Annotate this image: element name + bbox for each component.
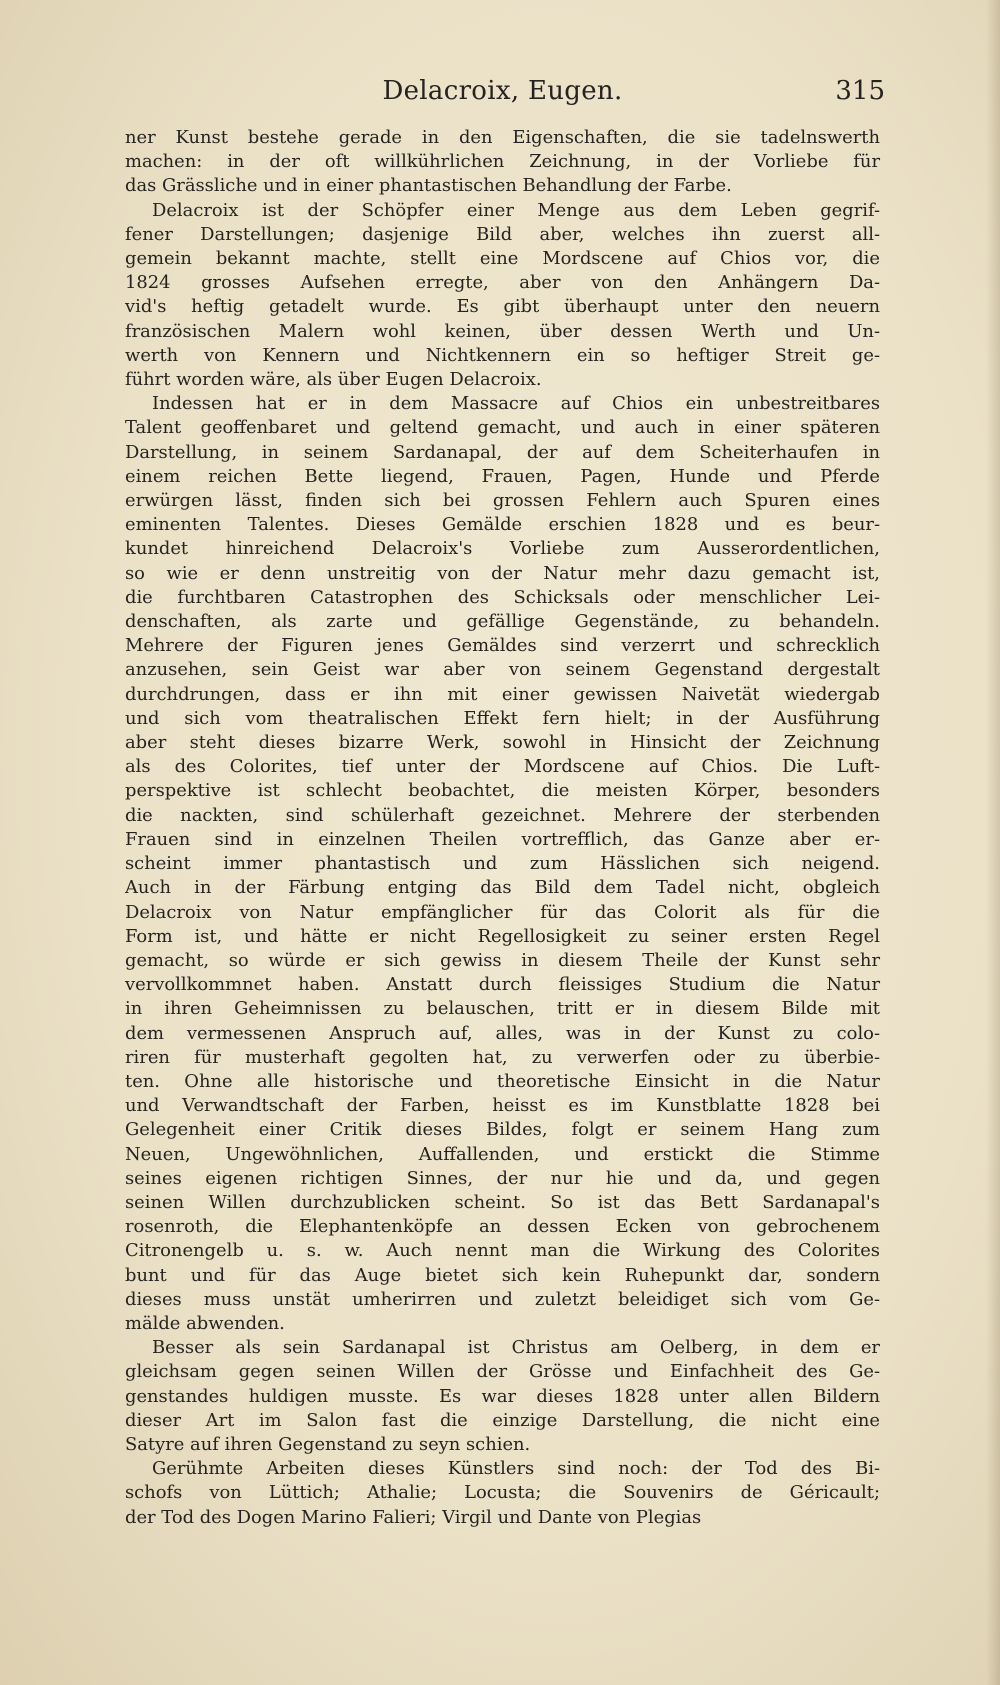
text-line: machen: in der oft willkührlichen Zeichnung, in der Vorliebe für (125, 151, 880, 173)
text-line: schofs von Lüttich; Athalie; Locusta; die Souvenirs de Géricault; (125, 1482, 880, 1504)
text-line: Frauen sind in einzelnen Theilen vortrefflich, das Ganze aber er- (125, 828, 880, 850)
page-edge-shadow (986, 0, 1000, 1685)
body-text (125, 126, 880, 1530)
text-line: Auch in der Färbung entging das Bild dem Tadel nicht, obgleich (125, 877, 880, 899)
text-line: denschaften, als zarte und gefällige Gegenstände, zu behandeln. (125, 611, 880, 633)
text-line: Neuen, Ungewöhnlichen, Auffallenden, und erstickt die Stimme (125, 1143, 880, 1165)
text-line: französischen Malern wohl keinen, über dessen Werth und Un- (125, 320, 880, 342)
text-line: als des Colorites, tief unter der Mordscene auf Chios. Die Luft- (125, 756, 880, 778)
text-line: einem reichen Bette liegend, Frauen, Pagen, Hunde und Pferde (125, 465, 880, 487)
text-line: aber steht dieses bizarre Werk, sowohl in Hinsicht der Zeichnung (125, 732, 880, 754)
running-title: Delacroix, Eugen. (382, 76, 623, 106)
text-line: in ihren Geheimnissen zu belauschen, tritt er in diesem Bilde mit (125, 998, 880, 1020)
text-line: Satyre auf ihren Gegenstand zu seyn schien. (125, 1433, 531, 1455)
text-line: dieses muss unstät umherirren und zuletzt beleidiget sich vom Ge- (125, 1288, 880, 1310)
text-line: Besser als sein Sardanapal ist Christus am Oelberg, in dem er (152, 1337, 880, 1359)
text-line: gleichsam gegen seinen Willen der Grösse und Einfachheit des Ge- (125, 1361, 880, 1383)
text-line: Form ist, und hätte er nicht Regellosigkeit zu seiner ersten Regel (125, 925, 880, 947)
text-line: Mehrere der Figuren jenes Gemäldes sind verzerrt und schrecklich (125, 635, 880, 657)
text-line: perspektive ist schlecht beobachtet, die meisten Körper, besonders (125, 780, 880, 802)
text-line: eminenten Talentes. Dieses Gemälde erschien 1828 und es beur- (125, 514, 880, 536)
text-line: vervollkommnet haben. Anstatt durch fleissiges Studium die Natur (125, 974, 880, 996)
text-line: Citronengelb u. s. w. Auch nennt man die Wirkung des Colorites (125, 1240, 880, 1262)
text-line: werth von Kennern und Nichtkennern ein so heftiger Streit ge- (125, 344, 880, 366)
text-line: gemein bekannt machte, stellt eine Mordscene auf Chios vor, die (125, 248, 880, 270)
text-line: mälde abwenden. (125, 1312, 285, 1334)
text-line: Delacroix ist der Schöpfer einer Menge aus dem Leben gegrif- (152, 199, 880, 221)
text-line: anzusehen, sein Geist war aber von seinem Gegenstand dergestalt (125, 659, 880, 681)
text-line: genstandes huldigen musste. Es war dieses 1828 unter allen Bildern (125, 1385, 880, 1407)
text-line: Talent geoffenbaret und geltend gemacht, und auch in einer späteren (125, 417, 880, 439)
text-line: riren für musterhaft gegolten hat, zu verwerfen oder zu überbie- (125, 1046, 880, 1068)
text-line: seinen Willen durchzublicken scheint. So ist das Bett Sardanapal's (125, 1191, 880, 1213)
text-line: Indessen hat er in dem Massacre auf Chios ein unbestreitbares (152, 393, 880, 415)
text-line: und Verwandtschaft der Farben, heisst es im Kunstblatte 1828 bei (125, 1095, 880, 1117)
text-line: Gelegenheit einer Critik dieses Bildes, folgt er seinem Hang zum (125, 1119, 880, 1141)
text-line: der Tod des Dogen Marino Falieri; Virgil und Dante von Plegias (125, 1506, 702, 1528)
text-line: ner Kunst bestehe gerade in den Eigenschaften, die sie tadelnswerth (125, 127, 880, 148)
text-line: dieser Art im Salon fast die einzige Darstellung, die nicht eine (125, 1409, 880, 1431)
text-line: Darstellung, in seinem Sardanapal, der auf dem Scheiterhaufen in (125, 441, 880, 463)
paragraph (125, 126, 880, 199)
text-line: durchdrungen, dass er ihn mit einer gewissen Naivetät wiedergab (125, 683, 880, 705)
text-line: erwürgen lässt, finden sich bei grossen Fehlern auch Spuren eines (125, 490, 880, 512)
text-line: und sich vom theatralischen Effekt fern hielt; in der Ausführung (125, 707, 880, 729)
text-line: scheint immer phantastisch und zum Hässlichen sich neigend. (125, 853, 880, 875)
text-line: gemacht, so würde er sich gewiss in diesem Theile der Kunst sehr (125, 949, 880, 971)
text-line: Delacroix von Natur empfänglicher für das Colorit als für die (125, 901, 880, 923)
text-line: Gerühmte Arbeiten dieses Künstlers sind noch: der Tod des Bi- (152, 1458, 880, 1480)
text-line: rosenroth, die Elephantenköpfe an dessen Ecken von gebrochenem (125, 1216, 880, 1238)
text-line: 1824 grosses Aufsehen erregte, aber von den Anhängern Da- (125, 272, 880, 294)
text-line: kundet hinreichend Delacroix's Vorliebe zum Ausserordentlichen, (125, 538, 880, 560)
text-line: vid's heftig getadelt wurde. Es gibt überhaupt unter den neuern (125, 296, 880, 318)
paragraph (125, 392, 880, 1336)
text-line: die nackten, sind schülerhaft gezeichnet. Mehrere der sterbenden (125, 804, 880, 826)
text-line: die furchtbaren Catastrophen des Schicksals oder menschlicher Lei- (125, 586, 880, 608)
page-header (120, 70, 885, 120)
paragraph (125, 1336, 880, 1457)
text-line: fener Darstellungen; dasjenige Bild aber, welches ihn zuerst all- (125, 223, 880, 245)
text-line: ten. Ohne alle historische und theoretische Einsicht in die Natur (125, 1070, 880, 1092)
paragraph (125, 199, 880, 393)
text-line: so wie er denn unstreitig von der Natur mehr dazu gemacht ist, (125, 562, 880, 584)
paragraph (125, 1457, 880, 1530)
text-line: bunt und für das Auge bietet sich kein Ruhepunkt dar, sondern (125, 1264, 880, 1286)
text-line: führt worden wäre, als über Eugen Delacroix. (125, 369, 542, 391)
text-line: seines eigenen richtigen Sinnes, der nur hie und da, und gegen (125, 1167, 880, 1189)
text-line: das Grässliche und in einer phantastischen Behandlung der Farbe. (125, 175, 732, 197)
page-number: 315 (835, 76, 885, 106)
text-line: dem vermessenen Anspruch auf, alles, was in der Kunst zu colo- (125, 1022, 880, 1044)
